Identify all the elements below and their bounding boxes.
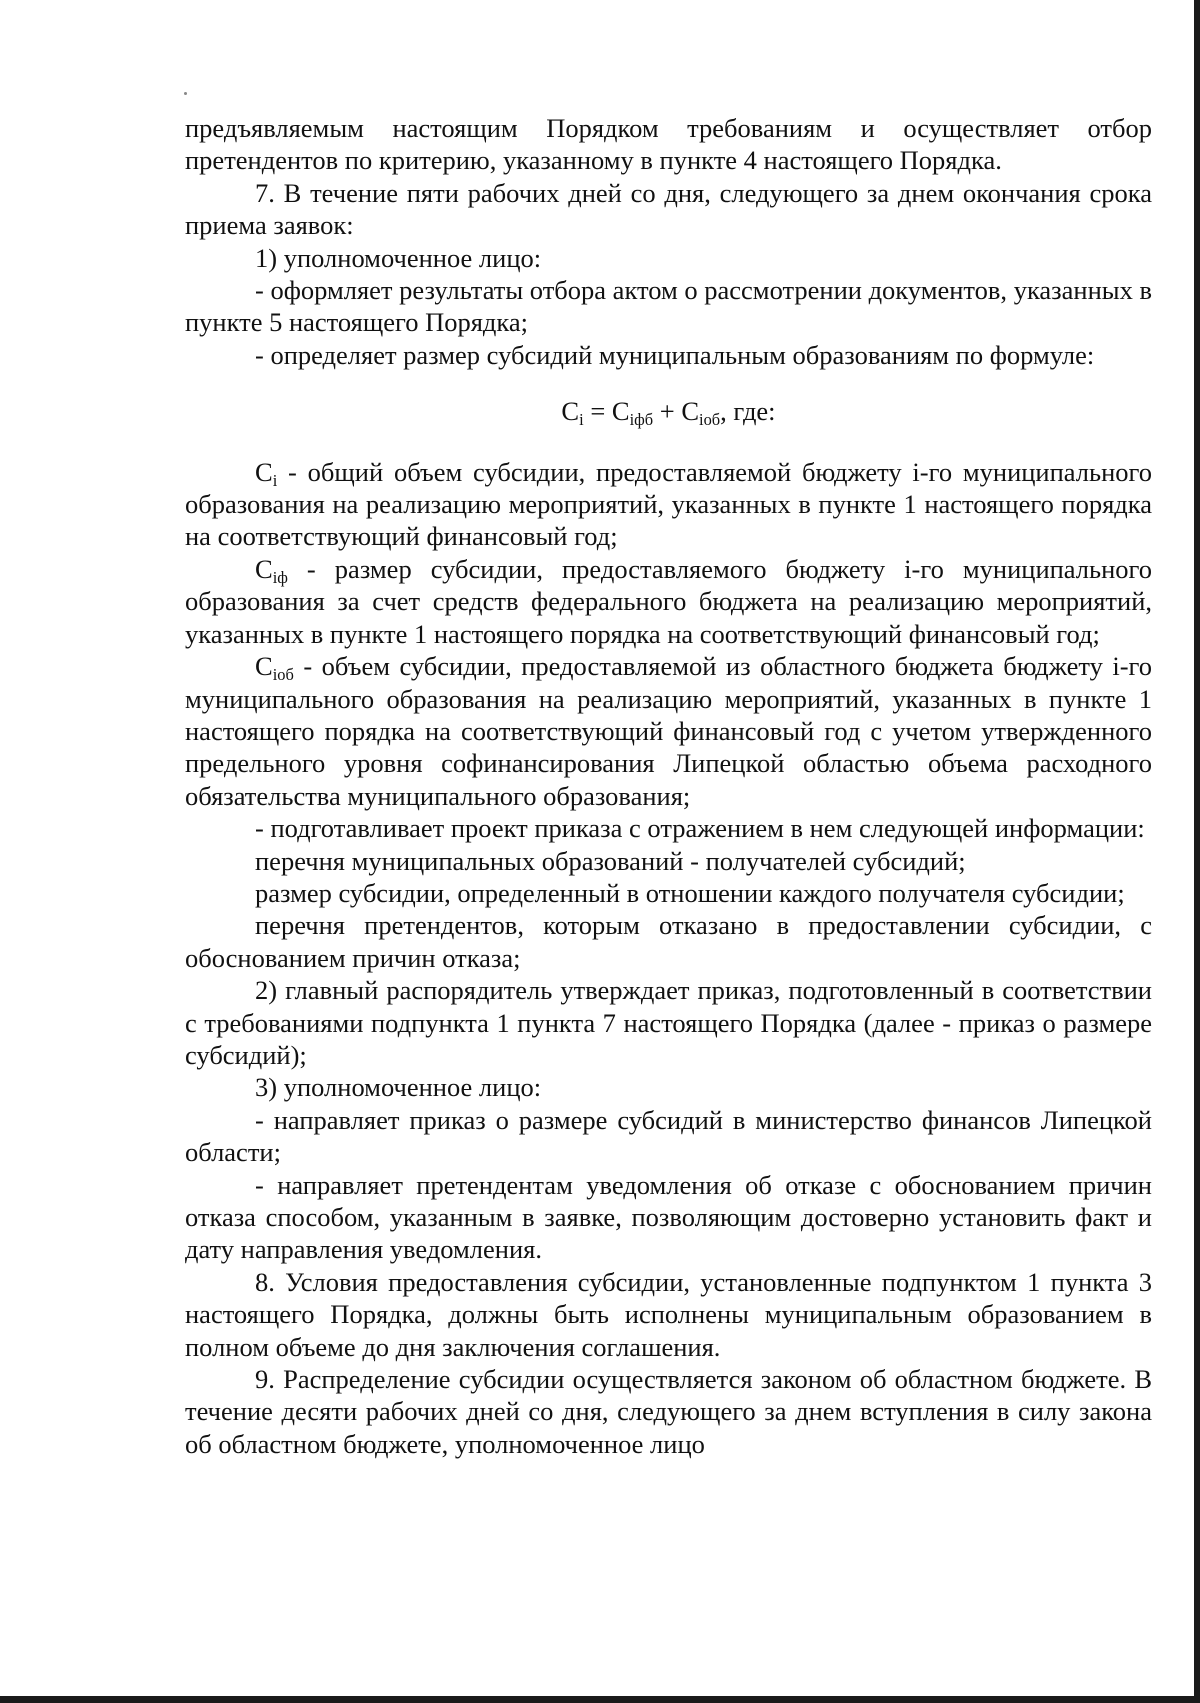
paragraph-item-7: 7. В течение пяти рабочих дней со дня, следующего за днем окончания срока приема заявок: xyxy=(185,177,1152,241)
formula-tail: , где: xyxy=(720,396,776,427)
paragraph-item-8: 8. Условия предоставления субсидии, установленные подпунктом 1 пункта 3 настоящего Порядка, должны быть исполнены муниципальным образованием в полном объеме до дня заключения соглашения. xyxy=(185,1266,1152,1362)
paragraph-subitem-1: 1) уполномоченное лицо: xyxy=(255,242,542,273)
paragraph-order-draft: - подготавливает проект приказа с отражением в нем следующей информации: xyxy=(255,813,1145,844)
definition-federal-symbol: C xyxy=(255,553,273,584)
formula-lhs: C xyxy=(561,396,580,427)
definition-total-text: - общий объем субсидии, предоставляемой бюджету i-го муниципального образования на реализацию мероприятий, указанных в пункте 1 настоящего порядка на соответствующий финансовый год; xyxy=(185,456,1152,552)
definition-federal-subscript: iф xyxy=(272,567,288,587)
definition-regional xyxy=(185,650,1152,812)
paragraph-send-order: - направляет приказ о размере субсидий в министерство финансов Липецкой области; xyxy=(185,1104,1152,1168)
definition-regional-text: - объем субсидии, предоставляемой из областного бюджета бюджету i-го муниципального образования на реализацию мероприятий, указанных в пункте 1 настоящего порядка на соответствующий финансовый год с учетом утвержденного предельного уровня софинансирования Липецкой областью объема расходного обязательства муниципального образования; xyxy=(185,651,1152,811)
paragraph-1: предъявляемым настоящим Порядком требованиям и осуществляет отбор претендентов по критерию, указанному в пункте 4 настоящего Порядка. xyxy=(185,113,1152,176)
paragraph-subitem-3: 3) уполномоченное лицо: xyxy=(255,1072,542,1103)
paragraph-item-9: 9. Распределение субсидии осуществляется законом об областном бюджете. В течение десяти рабочих дней со дня, следующего за днем вступления в силу закона об областном бюджете, уполномоченное лицо xyxy=(185,1364,1152,1459)
formula-lhs-subscript: i xyxy=(579,410,584,430)
paragraph-act-results: - оформляет результаты отбора актом о рассмотрении документов, указанных в пункте 5 настоящего Порядка; xyxy=(185,275,1152,338)
definition-regional-symbol: C xyxy=(255,651,273,682)
paragraph-recipients-list: перечня муниципальных образований - получателей субсидий; xyxy=(255,845,966,876)
formula-term2-subscript: iоб xyxy=(699,410,721,430)
definition-federal-text: - размер субсидии, предоставляемого бюджету i-го муниципального образования за счет средств федерального бюджета на реализацию мероприятий, указанных в пункте 1 настоящего порядка на соответствующий финансовый год; xyxy=(185,553,1152,649)
paragraph-subsidy-size: размер субсидии, определенный в отношении каждого получателя субсидии; xyxy=(255,877,1125,908)
scan-edge-right xyxy=(1194,0,1200,1703)
scan-speck xyxy=(184,92,187,95)
definition-regional-subscript: iоб xyxy=(272,665,294,685)
formula-term1-subscript: iфб xyxy=(629,410,654,430)
definition-total-symbol: C xyxy=(255,456,273,487)
document-body xyxy=(185,112,1152,1460)
definition-total-subscript: i xyxy=(272,470,278,490)
scan-edge-bottom xyxy=(0,1696,1200,1703)
formula-plus: + C xyxy=(653,396,699,427)
definition-federal xyxy=(185,553,1152,650)
subsidy-formula xyxy=(185,395,1152,430)
paragraph-formula-intro: - определяет размер субсидий муниципальным образованиям по формуле: xyxy=(255,339,1095,370)
definition-total xyxy=(185,456,1152,553)
paragraph-subitem-2: 2) главный распорядитель утверждает приказ, подготовленный в соответствии с требованиями подпункта 1 пункта 7 настоящего Порядка (далее - приказ о размере субсидий); xyxy=(185,975,1152,1070)
paragraph-send-refusals: - направляет претендентам уведомления об отказе с обоснованием причин отказа способом, указанным в заявке, позволяющим достоверно установить факт и дату направления уведомления. xyxy=(185,1169,1152,1265)
paragraph-refusals: перечня претендентов, которым отказано в предоставлении субсидии, с обоснованием причин отказа; xyxy=(185,910,1152,973)
formula-equals: = C xyxy=(583,396,630,427)
